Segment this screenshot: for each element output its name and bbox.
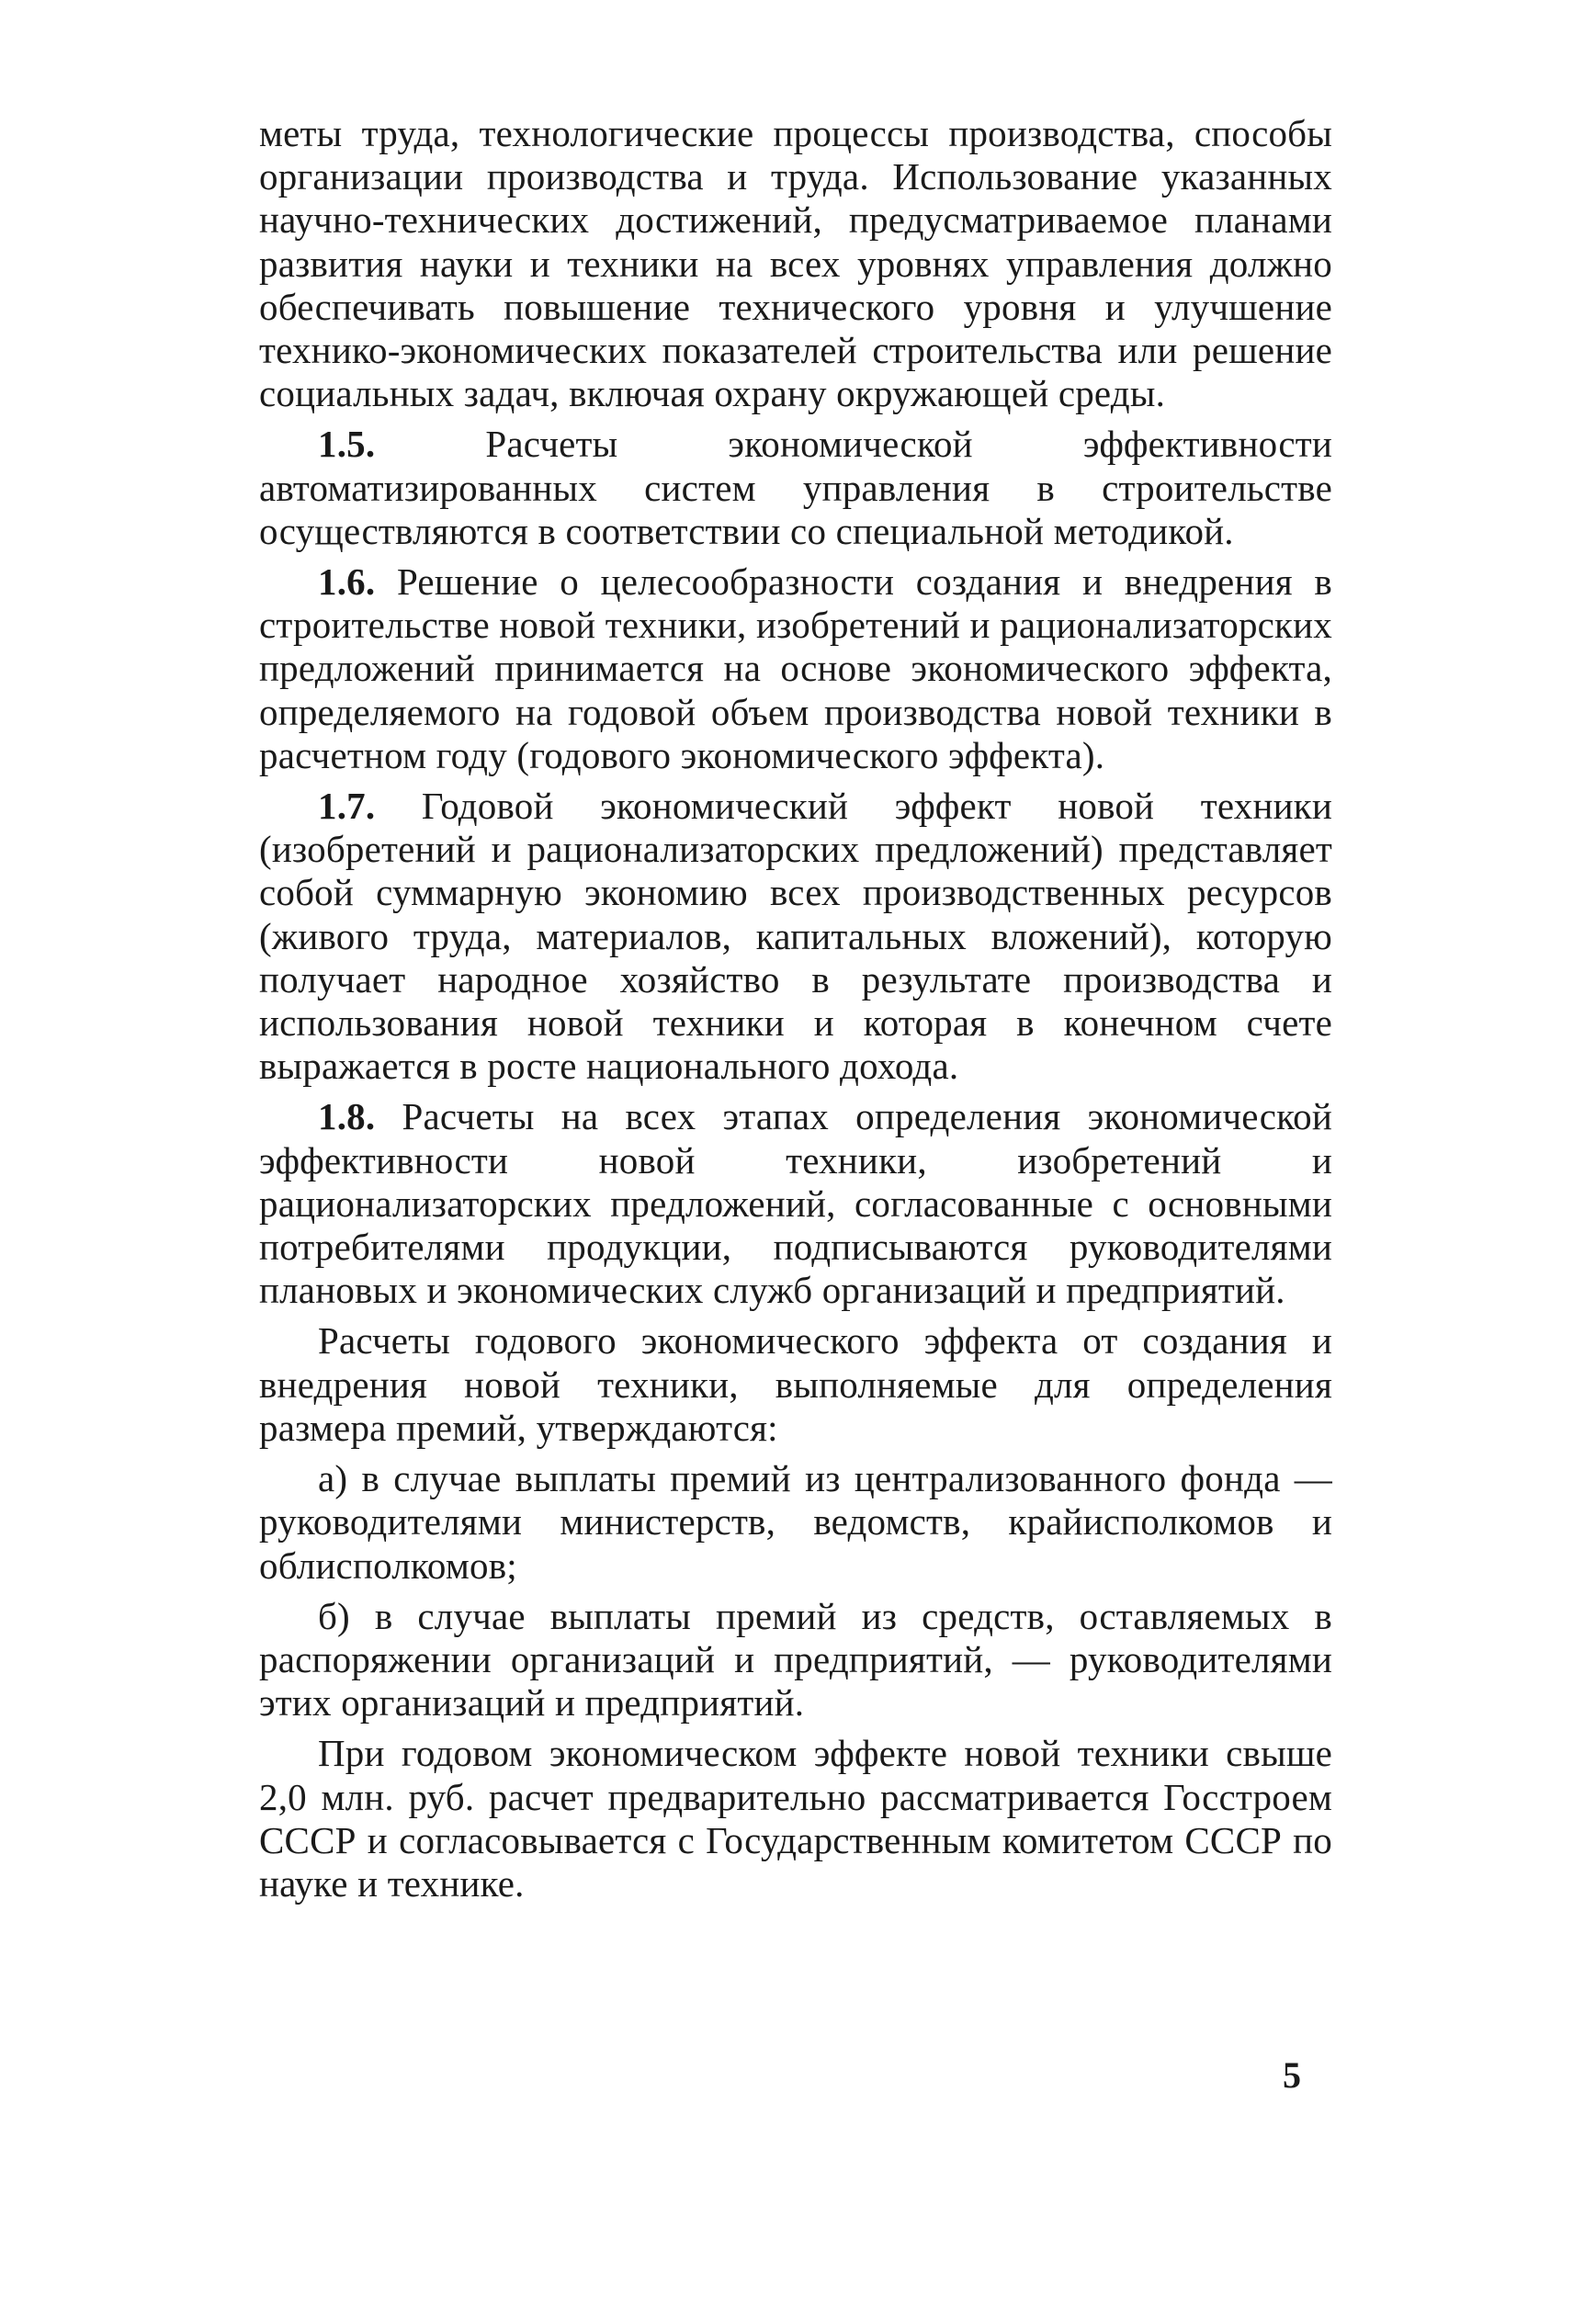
paragraph-number: 1.7. bbox=[318, 785, 376, 828]
body-text bbox=[259, 112, 1332, 1906]
paragraph-text: Годовой экономический эффект новой техники (изобретений и рационализаторских предложений) представляет собой суммарную экономию всех производственных ресурсов (живого труда, материалов, капитальных вложений), которую получает народное хозяйство в результате производства и использования новой техники и которая в конечном счете выражается в росте национального дохода. bbox=[259, 785, 1332, 1088]
paragraph-text: Расчеты экономической эффективности автоматизированных систем управления в строительстве осуществляются в соответствии со специальной методикой. bbox=[259, 423, 1332, 552]
paragraph-number: 1.6. bbox=[318, 560, 376, 604]
paragraph-text: Решение о целесообразности создания и внедрения в строительстве новой техники, изобретений и рационализаторских предложений принимается на основе экономического эффекта, определяемого на годовой объем производства новой техники в расчетном году (годового экономического эффекта). bbox=[259, 560, 1332, 776]
paragraph-continuation: меты труда, технологические процессы производства, способы организации производства и труда. Использование указанных научно-технических достижений, предусматриваемое планами развития науки и техники на всех уровнях управления должно обеспечивать повышение технического уровня и улучшение технико-экономических показателей строительства или решение социальных задач, включая охрану окружающей среды. bbox=[259, 112, 1332, 415]
paragraph-text: Расчеты на всех этапах определения экономической эффективности новой техники, изобретений и рационализаторских предложений, согласованные с основными потребителями продукции, подписываются руководителями плановых и экономических служб организаций и предприятий. bbox=[259, 1095, 1333, 1312]
paragraph-approval: Расчеты годового экономического эффекта от создания и внедрения новой техники, выполняемые для определения размера премий, утверждаются: bbox=[259, 1319, 1332, 1449]
paragraph-gosstroy: При годовом экономическом эффекте новой техники свыше 2,0 млн. руб. расчет предварительно рассматривается Госстроем СССР и согласовывается с Государственным комитетом СССР по науке и технике. bbox=[259, 1732, 1332, 1905]
paragraph-1-8 bbox=[259, 1095, 1332, 1312]
paragraph-number: 1.8. bbox=[318, 1095, 376, 1138]
list-item-a: а) в случае выплаты премий из централизованного фонда — руководителями министерств, ведомств, крайисполкомов и облисполкомов; bbox=[259, 1457, 1332, 1587]
paragraph-number: 1.5. bbox=[318, 423, 376, 466]
paragraph-1-7 bbox=[259, 785, 1332, 1088]
paragraph-1-5 bbox=[259, 423, 1332, 553]
paragraph-1-6 bbox=[259, 560, 1332, 777]
page-number: 5 bbox=[1283, 2054, 1301, 2096]
list-item-b: б) в случае выплаты премий из средств, оставляемых в распоряжении организаций и предприятий, — руководителями этих организаций и предприятий. bbox=[259, 1594, 1332, 1725]
